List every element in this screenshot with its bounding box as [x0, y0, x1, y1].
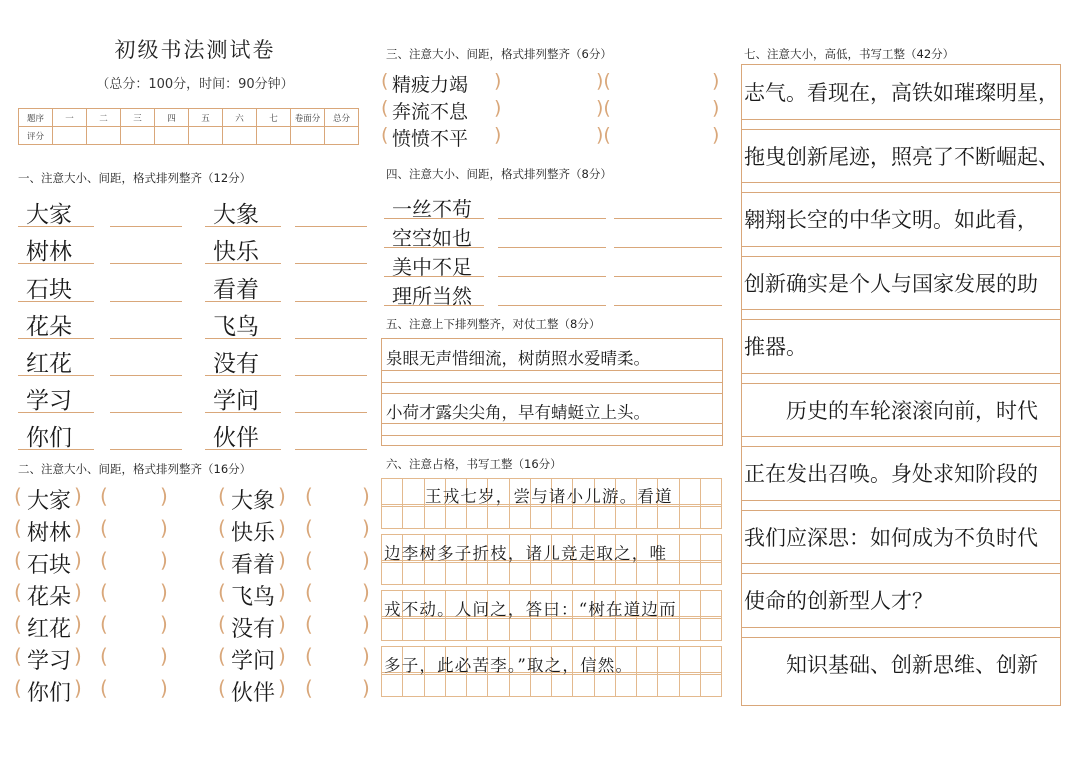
- writing-line[interactable]: [295, 375, 367, 376]
- grid-cell[interactable]: [700, 560, 722, 585]
- grid-cell[interactable]: [679, 646, 701, 675]
- grid-cell[interactable]: [679, 560, 701, 585]
- answer-open-paren[interactable]: (: [305, 580, 313, 604]
- answer-close-paren: ): [362, 612, 370, 636]
- grid-cell[interactable]: [657, 646, 679, 675]
- grid-cell[interactable]: [679, 590, 701, 619]
- grid-cell[interactable]: [636, 504, 658, 529]
- section6-line: 王戎七岁，尝与诸小儿游。看道: [425, 487, 673, 506]
- practice-word: 你们: [26, 425, 72, 451]
- grid-cell[interactable]: [700, 534, 722, 563]
- section6-title: 六、注意占格，书写工整（16分）: [386, 457, 562, 471]
- grid-cell[interactable]: [594, 504, 616, 529]
- section5-line: 小荷才露尖尖角，早有蜻蜓立上头。: [386, 403, 650, 422]
- section5-title: 五、注意上下排列整齐，对仗工整（8分）: [386, 317, 601, 331]
- writing-line[interactable]: [110, 338, 182, 339]
- idiom-word: 理所当然: [392, 284, 472, 308]
- grid-cell[interactable]: [679, 616, 701, 641]
- writing-line[interactable]: [614, 305, 722, 306]
- grid-cell[interactable]: [402, 504, 424, 529]
- close-paren: ): [278, 516, 286, 540]
- practice-word: 伙伴: [231, 681, 276, 706]
- idiom-word: 一丝不苟: [392, 197, 472, 221]
- practice-word: 你们: [27, 681, 72, 706]
- close-paren: ): [278, 548, 286, 572]
- open-paren: (: [14, 484, 22, 508]
- ruled-line: [742, 192, 1060, 193]
- grid-cell[interactable]: [679, 504, 701, 529]
- close-paren: ): [494, 70, 502, 92]
- score-value-row: [19, 127, 359, 145]
- writing-line: [205, 449, 281, 450]
- practice-word: 看着: [213, 277, 259, 303]
- grid-cell[interactable]: [424, 504, 446, 529]
- grid-cell[interactable]: [551, 504, 573, 529]
- ruled-line: [742, 436, 1060, 437]
- grid-cell[interactable]: [679, 672, 701, 697]
- close-paren: ): [278, 580, 286, 604]
- writing-line[interactable]: [614, 276, 722, 277]
- score-input-cell[interactable]: [121, 127, 155, 145]
- close-paren: ): [74, 612, 82, 636]
- section6-line: 边李树多子折枝，诸儿竞走取之，唯: [384, 544, 668, 563]
- grid-cell[interactable]: [700, 646, 722, 675]
- close-paren: ): [494, 124, 502, 146]
- answer-open-paren[interactable]: (: [100, 644, 108, 668]
- section6-line: 多子，此必苦李。”取之，信然。: [384, 656, 634, 675]
- writing-line[interactable]: [110, 375, 182, 376]
- answer-close-paren: ): [712, 124, 720, 146]
- answer-paren[interactable]: )(: [596, 97, 611, 119]
- writing-line: [205, 301, 281, 302]
- grid-cell[interactable]: [700, 616, 722, 641]
- answer-open-paren[interactable]: (: [305, 548, 313, 572]
- answer-close-paren: ): [160, 484, 168, 508]
- score-input-cell[interactable]: [87, 127, 121, 145]
- answer-close-paren: ): [160, 676, 168, 700]
- close-paren: ): [74, 548, 82, 572]
- ruled-line: [742, 256, 1060, 257]
- open-paren: (: [381, 97, 389, 119]
- writing-line[interactable]: [295, 263, 367, 264]
- writing-line[interactable]: [295, 338, 367, 339]
- writing-line: [205, 226, 281, 227]
- grid-cell[interactable]: [636, 672, 658, 697]
- grid-cell[interactable]: [657, 504, 679, 529]
- open-paren: (: [14, 644, 22, 668]
- writing-line[interactable]: [295, 449, 367, 450]
- open-paren: (: [381, 124, 389, 146]
- answer-open-paren[interactable]: (: [305, 612, 313, 636]
- open-paren: (: [14, 548, 22, 572]
- answer-close-paren: ): [362, 548, 370, 572]
- writing-line: [18, 301, 94, 302]
- score-header-cell: 一: [53, 109, 87, 127]
- answer-close-paren: ): [362, 644, 370, 668]
- answer-close-paren: ): [712, 70, 720, 92]
- writing-line: [384, 218, 484, 219]
- writing-line: [18, 263, 94, 264]
- writing-line: [18, 412, 94, 413]
- score-header-cell: 七: [257, 109, 291, 127]
- practice-word: 飞鸟: [213, 314, 259, 340]
- section4-title: 四、注意大小、间距，格式排列整齐（8分）: [386, 167, 612, 181]
- writing-line[interactable]: [110, 449, 182, 450]
- essay-line: 创新确实是个人与国家发展的助: [744, 271, 1038, 296]
- ruled-line: [742, 309, 1060, 310]
- grid-cell[interactable]: [700, 504, 722, 529]
- open-paren: (: [14, 612, 22, 636]
- ruled-line: [742, 510, 1060, 511]
- page-subtitle: （总分：100分，时间：90分钟）: [96, 77, 294, 92]
- writing-line[interactable]: [614, 247, 722, 248]
- idiom-word: 精疲力竭: [392, 74, 469, 96]
- open-paren: (: [14, 580, 22, 604]
- writing-line: [384, 305, 484, 306]
- practice-word: 大家: [27, 489, 72, 514]
- essay-line: 推器。: [744, 335, 807, 359]
- score-input-cell[interactable]: [53, 127, 87, 145]
- answer-close-paren: ): [160, 612, 168, 636]
- close-paren: ): [278, 676, 286, 700]
- score-header-cell: 三: [121, 109, 155, 127]
- page-title: 初级书法测试卷: [114, 38, 276, 62]
- score-input-cell[interactable]: [155, 127, 189, 145]
- close-paren: ): [74, 580, 82, 604]
- practice-word: 石块: [26, 277, 72, 303]
- grid-cell[interactable]: [381, 504, 403, 529]
- idiom-word: 美中不足: [392, 255, 472, 279]
- open-paren: (: [218, 612, 226, 636]
- answer-open-paren[interactable]: (: [100, 516, 108, 540]
- open-paren: (: [218, 516, 226, 540]
- ruled-line: [742, 563, 1060, 564]
- grid-cell[interactable]: [402, 478, 424, 507]
- score-input-cell[interactable]: [257, 127, 291, 145]
- writing-line[interactable]: [110, 263, 182, 264]
- score-input-cell[interactable]: [291, 127, 325, 145]
- essay-line: 历史的车轮滚滚向前，时代: [744, 398, 1038, 423]
- practice-word: 大象: [213, 202, 259, 228]
- practice-word: 红花: [26, 351, 72, 377]
- close-paren: ): [74, 516, 82, 540]
- section5-box: [381, 338, 723, 446]
- writing-line[interactable]: [110, 226, 182, 227]
- close-paren: ): [74, 644, 82, 668]
- score-input-cell[interactable]: [189, 127, 223, 145]
- practice-word: 看着: [231, 553, 276, 578]
- score-header-cell: 六: [223, 109, 257, 127]
- score-header-cell: 四: [155, 109, 189, 127]
- answer-paren[interactable]: )(: [596, 124, 611, 146]
- score-input-cell[interactable]: [325, 127, 359, 145]
- score-input-cell[interactable]: [223, 127, 257, 145]
- ruled-line: [742, 383, 1060, 384]
- practice-word: 没有: [231, 617, 276, 642]
- ruled-line: [742, 373, 1060, 374]
- grid-cell[interactable]: [615, 504, 637, 529]
- grid-cell[interactable]: [381, 478, 403, 507]
- practice-word: 快乐: [231, 521, 276, 546]
- score-header-row: [19, 109, 359, 127]
- practice-word: 学问: [231, 649, 276, 674]
- close-paren: ): [278, 612, 286, 636]
- essay-line: 正在发出召唤。身处求知阶段的: [744, 462, 1038, 486]
- grid-cell[interactable]: [466, 504, 488, 529]
- answer-close-paren: ): [160, 644, 168, 668]
- answer-open-paren[interactable]: (: [305, 484, 313, 508]
- grid-cell[interactable]: [636, 646, 658, 675]
- practice-word: 大象: [231, 489, 276, 514]
- grid-cell[interactable]: [679, 478, 701, 507]
- score-header-cell: 总分: [325, 109, 359, 127]
- ruled-line: [742, 446, 1060, 447]
- answer-close-paren: ): [362, 516, 370, 540]
- score-header-cell: 题序: [19, 109, 53, 127]
- writing-line[interactable]: [498, 247, 606, 248]
- writing-line[interactable]: [110, 301, 182, 302]
- answer-open-paren[interactable]: (: [100, 612, 108, 636]
- practice-word: 花朵: [26, 314, 72, 340]
- ruled-line: [742, 182, 1060, 183]
- practice-word: 学问: [213, 388, 259, 414]
- score-header-cell: 五: [189, 109, 223, 127]
- open-paren: (: [218, 484, 226, 508]
- grid-cell[interactable]: [700, 478, 722, 507]
- section5-line: 泉眼无声惜细流，树荫照水爱晴柔。: [386, 349, 650, 368]
- writing-line: [205, 412, 281, 413]
- section7-box: [741, 64, 1061, 706]
- score-label-cell: 评分: [19, 127, 53, 145]
- answer-close-paren: ): [712, 97, 720, 119]
- answer-close-paren: ): [160, 516, 168, 540]
- practice-word: 大家: [26, 202, 72, 228]
- writing-line[interactable]: [110, 412, 182, 413]
- ruled-line: [742, 627, 1060, 628]
- open-paren: (: [218, 644, 226, 668]
- writing-line: [18, 226, 94, 227]
- answer-close-paren: ): [160, 580, 168, 604]
- writing-line: [18, 338, 94, 339]
- open-paren: (: [218, 580, 226, 604]
- answer-open-paren[interactable]: (: [100, 676, 108, 700]
- practice-word: 快乐: [213, 239, 259, 265]
- section6-grid: [381, 478, 721, 698]
- essay-line: 翱翔长空的中华文明。如此看，: [744, 208, 1038, 232]
- grid-cell[interactable]: [679, 534, 701, 563]
- grid-cell[interactable]: [509, 504, 531, 529]
- ruled-line: [742, 129, 1060, 130]
- ruled-line: [742, 319, 1060, 320]
- practice-word: 伙伴: [213, 425, 259, 451]
- writing-line: [18, 375, 94, 376]
- ruled-line: [742, 500, 1060, 501]
- practice-word: 树林: [26, 239, 72, 265]
- practice-word: 学习: [27, 649, 72, 674]
- section6-line: 戎不动。人问之，答曰：“树在道边而: [384, 600, 677, 619]
- practice-word: 飞鸟: [231, 585, 276, 610]
- essay-line: 知识基础、创新思维、创新: [744, 652, 1038, 677]
- answer-close-paren: ): [362, 484, 370, 508]
- writing-line[interactable]: [295, 301, 367, 302]
- answer-close-paren: ): [362, 676, 370, 700]
- grid-cell[interactable]: [530, 504, 552, 529]
- section3-title: 三、注意大小、间距，格式排列整齐（6分）: [386, 47, 612, 61]
- answer-open-paren[interactable]: (: [100, 484, 108, 508]
- writing-line: [205, 375, 281, 376]
- essay-line: 拖曳创新尾迹，照亮了不断崛起、: [744, 144, 1059, 169]
- score-table: [18, 108, 359, 145]
- close-paren: ): [278, 484, 286, 508]
- close-paren: ): [74, 676, 82, 700]
- writing-line: [18, 449, 94, 450]
- ruled-line: [742, 637, 1060, 638]
- essay-line: 我们应深思：如何成为不负时代: [744, 525, 1038, 550]
- score-header-cell: 二: [87, 109, 121, 127]
- ruled-line: [742, 246, 1060, 247]
- close-paren: ): [494, 97, 502, 119]
- writing-line: [384, 247, 484, 248]
- grid-cell[interactable]: [445, 504, 467, 529]
- answer-close-paren: ): [160, 548, 168, 572]
- close-paren: ): [278, 644, 286, 668]
- open-paren: (: [381, 70, 389, 92]
- practice-word: 树林: [27, 521, 72, 546]
- answer-paren[interactable]: )(: [596, 70, 611, 92]
- score-header-cell: 卷面分: [291, 109, 325, 127]
- practice-word: 红花: [27, 617, 72, 642]
- open-paren: (: [14, 516, 22, 540]
- grid-cell[interactable]: [572, 504, 594, 529]
- writing-line[interactable]: [295, 412, 367, 413]
- idiom-word: 空空如也: [392, 226, 472, 250]
- section1-title: 一、注意大小、间距，格式排列整齐（12分）: [18, 171, 252, 185]
- practice-word: 学习: [26, 388, 72, 414]
- open-paren: (: [14, 676, 22, 700]
- writing-line[interactable]: [498, 218, 606, 219]
- practice-word: 花朵: [27, 585, 72, 610]
- open-paren: (: [218, 548, 226, 572]
- answer-open-paren[interactable]: (: [100, 580, 108, 604]
- writing-line[interactable]: [295, 226, 367, 227]
- open-paren: (: [218, 676, 226, 700]
- grid-cell[interactable]: [700, 672, 722, 697]
- answer-open-paren[interactable]: (: [100, 548, 108, 572]
- writing-line: [205, 338, 281, 339]
- answer-close-paren: ): [362, 580, 370, 604]
- essay-line: 志气。看现在，高铁如璀璨明星，: [744, 81, 1059, 105]
- idiom-word: 愤愤不平: [392, 128, 469, 150]
- writing-line[interactable]: [498, 305, 606, 306]
- writing-line[interactable]: [614, 218, 722, 219]
- practice-word: 石块: [27, 553, 72, 578]
- answer-open-paren[interactable]: (: [305, 676, 313, 700]
- idiom-word: 奔流不息: [392, 101, 469, 123]
- ruled-line: [742, 573, 1060, 574]
- answer-open-paren[interactable]: (: [305, 516, 313, 540]
- grid-cell[interactable]: [657, 672, 679, 697]
- grid-cell[interactable]: [700, 590, 722, 619]
- answer-open-paren[interactable]: (: [305, 644, 313, 668]
- writing-line[interactable]: [498, 276, 606, 277]
- writing-line: [384, 276, 484, 277]
- grid-cell[interactable]: [487, 504, 509, 529]
- ruled-line: [742, 119, 1060, 120]
- essay-line: 使命的创新型人才？: [744, 589, 933, 613]
- section7-title: 七、注意大小，高低，书写工整（42分）: [744, 47, 955, 61]
- writing-line: [205, 263, 281, 264]
- close-paren: ): [74, 484, 82, 508]
- practice-word: 没有: [213, 351, 259, 377]
- section2-title: 二、注意大小、间距，格式排列整齐（16分）: [18, 462, 252, 476]
